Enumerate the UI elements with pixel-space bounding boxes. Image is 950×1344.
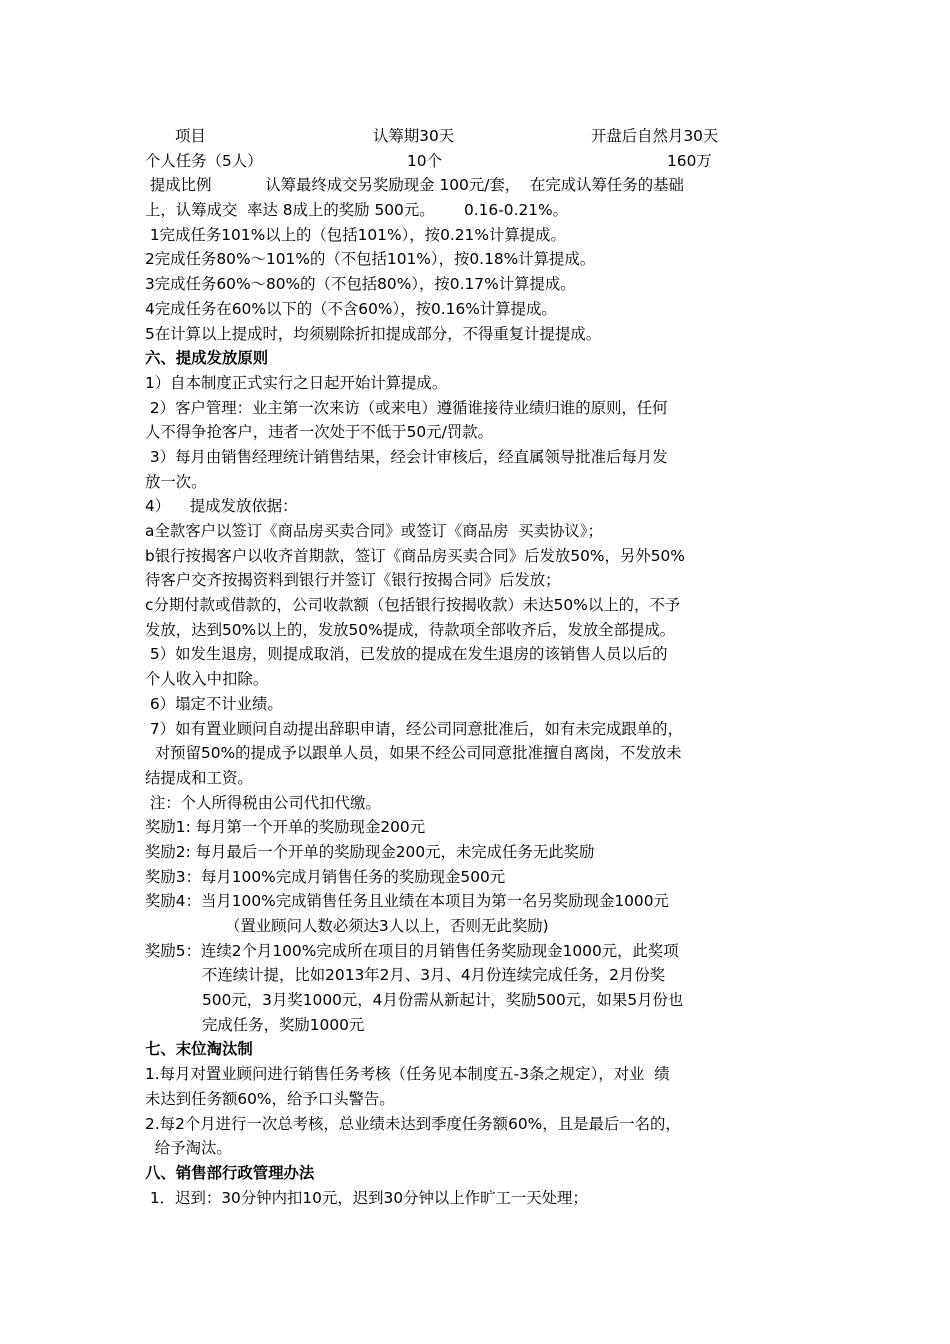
reward-item: 奖励1: 每月第一个开单的奖励现金200元 — [145, 818, 426, 837]
rate-rule: 2完成任务80%～101%的（不包括101%），按0.18%计算提成。 — [145, 250, 596, 269]
reward-item-continued: 500元，3月奖1000元，4月份需从新起计，奖励500元，如果5月份也 — [202, 991, 684, 1010]
paragraph-line: 2.每2个月进行一次总考核，总业绩未达到季度任务额60%，且是最后一名的， — [145, 1114, 681, 1133]
table-cell: 项目 — [175, 127, 206, 145]
paragraph-line: 人不得争抢客户，违者一次处于不低于50元/罚款。 — [145, 423, 493, 442]
section-heading: 六、提成发放原则 — [145, 349, 269, 368]
table-cell: 10个 — [407, 151, 442, 170]
table-cell: 个人任务（5人） — [145, 151, 263, 170]
table-cell: 认筹期30天 — [373, 127, 455, 145]
paragraph-line: a全款客户以签订《商品房买卖合同》或签订《商品房 买卖协议》； — [145, 522, 603, 540]
rate-rule: 5在计算以上提成时，均须剔除折扣提成部分，不得重复计提提成。 — [145, 324, 602, 343]
reward-item-continued: （置业顾问人数必须达3人以上，否则无此奖励) — [225, 917, 549, 935]
table-row-rate-line1: 提成比例 认筹最终成交另奖励现金 100元/套， 在完成认筹任务的基础 — [145, 176, 684, 195]
paragraph-line: b银行按揭客户以收齐首期款，签订《商品房买卖合同》后发放50%，另外50% — [145, 546, 685, 565]
reward-item: 奖励4：当月100%完成销售任务且业绩在本项目为第一名另奖励现金1000元 — [145, 892, 669, 911]
table-row-rate-line2: 上，认筹成交 率达 8成上的奖励 500元。 0.16-0.21%。 — [145, 201, 569, 220]
paragraph-line: 给予淘汰。 — [145, 1139, 232, 1158]
paragraph-line: 结提成和工资。 — [145, 768, 253, 787]
table-cell: 160万 — [667, 151, 712, 170]
paragraph-line: 6）塌定不计业绩。 — [145, 694, 283, 713]
paragraph-line: 放一次。 — [145, 472, 207, 491]
paragraph-line: 个人收入中扣除。 — [145, 670, 269, 689]
section-heading: 八、销售部行政管理办法 — [145, 1163, 315, 1182]
paragraph-line: 待客户交齐按揭资料到银行并签订《银行按揭合同》后发放； — [145, 571, 561, 590]
reward-item-continued: 完成任务，奖励1000元 — [202, 1015, 365, 1034]
paragraph-line: 对预留50%的提成予以跟单人员，如果不经公司同意批准擅自离岗，不发放未 — [145, 744, 682, 763]
section-heading: 七、末位淘汰制 — [145, 1040, 253, 1059]
reward-item: 奖励2: 每月最后一个开单的奖励现金200元，未完成任务无此奖励 — [145, 842, 595, 861]
document-body — [145, 124, 815, 1210]
paragraph-line: 4） 提成发放依据： — [145, 497, 298, 516]
rate-rule: 1完成任务101%以上的（包括101%），按0.21%计算提成。 — [145, 225, 566, 244]
paragraph-line: 1）自本制度正式实行之日起开始计算提成。 — [145, 373, 448, 392]
rate-rule: 4完成任务在60%以下的（不含60%），按0.16%计算提成。 — [145, 299, 557, 318]
reward-item-continued: 不连续计提，比如2013年2月、3月、4月份连续完成任务，2月份奖 — [202, 966, 666, 985]
paragraph-line: 1.每月对置业顾问进行销售任务考核（任务见本制度五-3条之规定），对业 绩 — [145, 1065, 670, 1084]
paragraph-line: 发放，达到50%以上的，发放50%提成，待款项全部收齐后，发放全部提成。 — [145, 620, 676, 639]
table-row-task — [145, 149, 815, 174]
note-line: 注：个人所得税由公司代扣代缴。 — [145, 793, 381, 812]
paragraph-line: 3）每月由销售经理统计销售结果，经会计审核后，经直属领导批准后每月发 — [145, 447, 668, 466]
reward-item: 奖励3：每月100%完成月销售任务的奖励现金500元 — [145, 867, 506, 886]
rate-rule: 3完成任务60%～80%的（不包括80%），按0.17%计算提成。 — [145, 275, 576, 294]
paragraph-line: 1．迟到：30分钟内扣10元，迟到30分钟以上作旷工一天处理； — [145, 1188, 588, 1207]
paragraph-line: 5）如发生退房，则提成取消，已发放的提成在发生退房的该销售人员以后的 — [145, 645, 668, 664]
table-cell: 开盘后自然月30天 — [591, 127, 719, 145]
reward-item: 奖励5：连续2个月100%完成所在项目的月销售任务奖励现金1000元，此奖项 — [145, 941, 679, 960]
paragraph-line: 未达到任务额60%，给予口头警告。 — [145, 1089, 395, 1108]
paragraph-line: 7）如有置业顾问自动提出辞职申请，经公司同意批准后，如有未完成跟单的， — [145, 719, 683, 738]
table-row-header — [145, 124, 815, 149]
paragraph-line: 2）客户管理：业主第一次来访（或来电）遵循谁接待业绩归谁的原则，任何 — [145, 398, 668, 417]
paragraph-line: c分期付款或借款的，公司收款额（包括银行按揭收款）未达50%以上的，不予 — [145, 596, 681, 615]
